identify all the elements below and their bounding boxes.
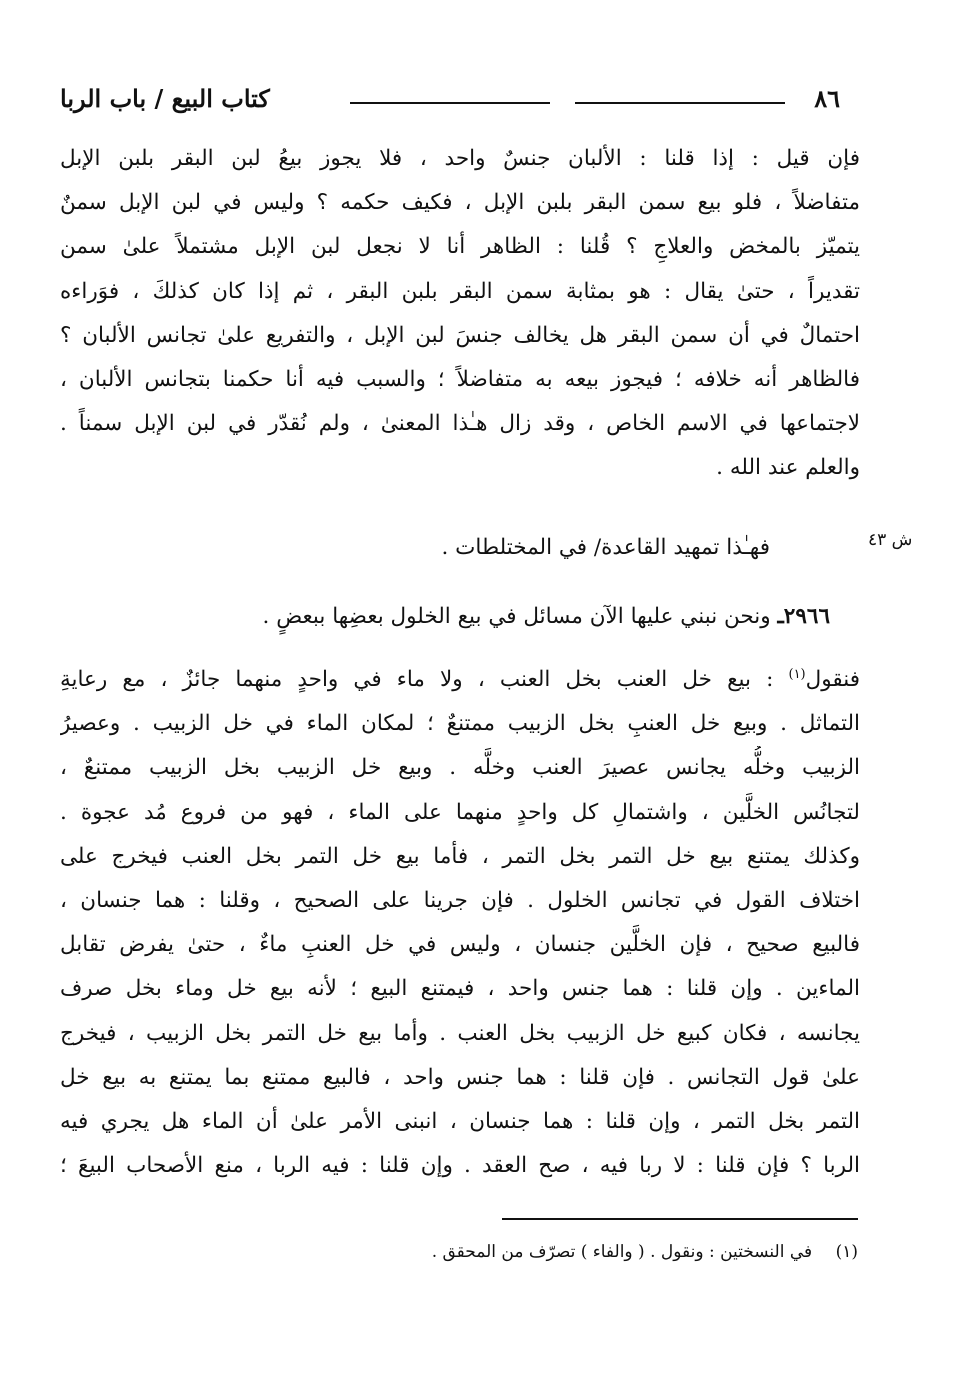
text-line: والعلم عند الله . <box>716 455 860 481</box>
section-text: ونحن نبني عليها الآن مسائل في بيع الخلول بعضِها ببعضٍ . <box>262 604 778 629</box>
text-line: يتميّز بالمخض والعلاجِ ؟ قُلنا : الظاهر أنا لا نجعل لبن الإبل مشتملاً علىٰ سمن <box>60 234 860 260</box>
text-line: فالظاهر أنه خلافه ؛ فيجوز بيعه به متفاضلاً ؛ والسبب فيه أنا حكمنا بتجانس الألبان ، <box>60 366 860 392</box>
footnote-reference: (١) <box>788 666 806 682</box>
text-line: علىٰ قول التجانس . فإن قلنا : هما جنس واحد ، فالبيع ممتنع بما يمتنع به بيع خل <box>60 1064 860 1090</box>
header-rule-right <box>575 102 785 104</box>
text-line: تقديراً ، حتىٰ يقال : هو بمثابة سمن البقر بلبن البقر ، ثم إذا كان كذلكَ ، فوَراءه <box>60 278 860 304</box>
text-line: لتجانُس الخلَّين ، واشتمالِ كل واحدٍ منهما على الماء ، فهو من فروع مُد عجوة . <box>60 799 860 825</box>
page-number: ٨٦ <box>814 84 840 113</box>
text-line: التمر بخل التمر ، وإن قلنا : هما جنسان ، انبنى الأمر علىٰ أن الماء هل يجري فيه <box>60 1108 860 1134</box>
text-line: احتمالٌ في أن سمن البقر هل يخالف جنسَ لبن الإبل ، والتفريع علىٰ تجانس الألبان ؟ <box>60 322 860 348</box>
text-line: فإن قيل : إذا قلنا : الألبان جنسٌ واحد ، فلا يجوز بيعُ لبن البقر بلبن الإبل <box>60 146 860 171</box>
footnote-marker: (١) <box>835 1242 858 1262</box>
text-line: اختلاف القول في تجانس الخلول . فإن جرينا على الصحيح ، وقلنا : هما جنسان ، <box>60 887 860 913</box>
rule-heading-text: فهـٰذا تمهيد القاعدة/ في المختلطات . <box>441 535 770 560</box>
header-rule-left <box>350 102 550 104</box>
footnote-divider <box>502 1218 858 1220</box>
text-line: يجانسه ، فكان كبيع خل الزبيب بخل العنب . وأما بيع خل التمر بخل الزبيب ، فيخرج <box>60 1020 860 1046</box>
text-line: التماثل . وبيع خل العنبِ بخل الزبيب ممتنعٌ ؛ لمكان الماء في خل الزبيب . وعصيرُ <box>60 711 860 737</box>
text-line: لاجتماعها في الاسم الخاص ، وقد زال هـٰذا المعنىٰ ، ولم نُقدّر في لبن الإبل سمناً . <box>60 411 860 437</box>
paragraph-1 <box>60 137 860 491</box>
text-line: وكذلك يمتنع بيع خل التمر بخل التمر ، فأما بيع خل التمر بخل العنب فيخرج على <box>60 843 860 869</box>
first-line-start: فنقول <box>805 667 860 692</box>
text-line: فالبيع صحيح ، فإن الخلَّين جنسان ، وليس في خل العنبِ ماءٌ ، حتىٰ يفرض تقابل <box>60 932 860 958</box>
section-number: ٢٩٦٦ـ <box>777 604 830 629</box>
running-title: كتاب البيع / باب الربا <box>60 84 270 113</box>
first-line-rest: : بيع خل العنب بخل العنب ، ولا ماء في واحدٍ منهما جائزٌ ، مع رعايةِ <box>60 667 789 692</box>
page-header <box>60 82 840 122</box>
text-line: متفاضلاً ، فلو بيع سمن البقر بلبن الإبل ، فكيف حكمه ؟ وليس في لبن الإبل سمنٌ <box>60 190 860 216</box>
footnote <box>432 1242 858 1262</box>
section-heading <box>60 597 860 637</box>
margin-note: ش ٤٣ <box>868 530 913 550</box>
text-line-first <box>60 658 860 702</box>
rule-heading <box>60 528 820 568</box>
text-line: الربا ؟ فإن قلنا : لا ربا فيه ، صح العقد . وإن قلنا : فيه الربا ، منع الأصحاب البيعَ ؛ <box>60 1153 860 1179</box>
footnote-text: في النسختين : ونقول . ( والفاء ) تصرّف من المحقق . <box>431 1242 813 1262</box>
section-heading-wrapper <box>263 597 830 637</box>
text-line: الماءين . وإن قلنا : هما جنس واحد ، فيمتنع البيع ؛ لأنه بيع خل وماء بخل صرف <box>60 976 860 1002</box>
text-line: الزبيب وخلُّه يجانس عصيرَ العنب وخلَّه . وبيع خل الزبيب بخل الزبيب ممتنعٌ ، <box>60 755 860 781</box>
paragraph-2 <box>60 658 860 1188</box>
